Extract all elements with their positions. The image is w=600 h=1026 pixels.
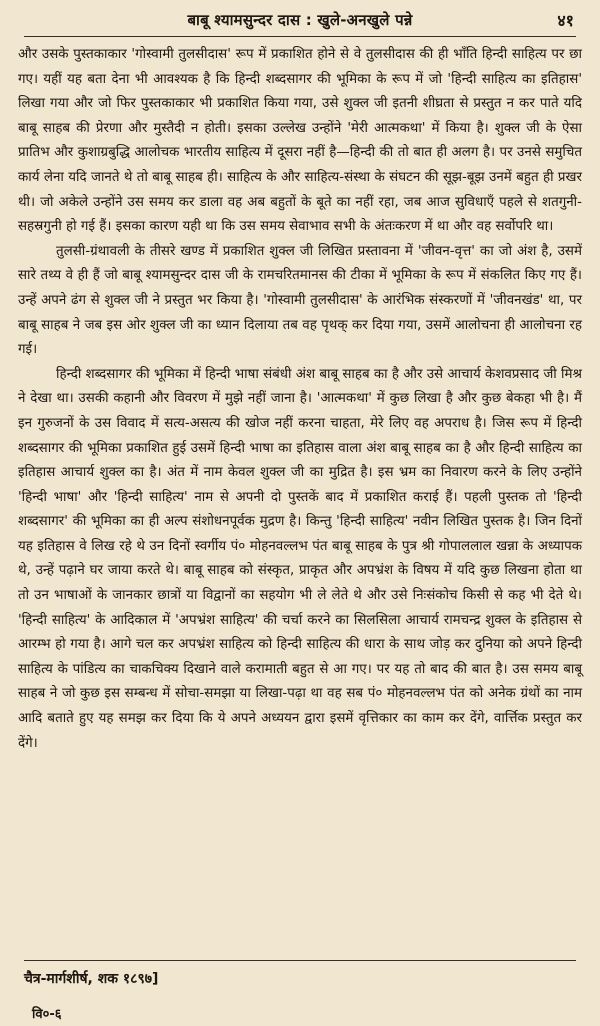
- page-header: [24, 6, 576, 37]
- paragraph: और उसके पुस्तकाकार 'गोस्वामी तुलसीदास' रूप में प्रकाशित होने से वे तुलसीदास की ही भाँति हिन्दी साहित्य पर छा गए। यहीं यह बता देना भी आवश्यक है कि हिन्दी शब्दसागर की भूमिका के रूप में जो 'हिन्दी साहित्य का इतिहास' लिखा गया और जो फिर पुस्तकाकार भी प्रकाशित किया गया, उसे शुक्ल जी इतनी शीघ्रता से प्रस्तुत न कर पाते यदि बाबू साहब की प्रेरणा और मुस्तैदी न होती। इसका उल्लेख उन्होंने 'मेरी आत्मकथा' में किया है। शुक्ल जी के ऐसा प्रातिभ और कुशाग्रबुद्धि आलोचक भारतीय साहित्य में दूसरा नहीं है—हिन्दी की तो बात ही अलग है। पर उनसे समुचित कार्य लेना यदि जानते थे तो बाबू साहब ही। साहित्य के और साहित्य-संस्था के संघटन की सूझ-बूझ उनमें बहुत ही प्रखर थी। जो अकेले उन्होंने उस समय कर डाला वह अब बहुतों के बूते का नहीं रहा, जब आज सुविधाएँ पहले से शतगुनी-सहस्रगुनी हो गई हैं। इसका कारण यही था कि उस समय सेवाभाव सभी के अंतःकरण में था और वह सर्वोपरि था।: [18, 47, 582, 235]
- running-head: बाबू श्यामसुन्दर दास : खुले-अनखुले पन्ने: [187, 11, 413, 29]
- issue-date-line: चैत्र-मार्गशीर्ष, शक १८९७]: [24, 971, 159, 987]
- printer-signature-mark: वि०-६: [32, 1007, 62, 1022]
- page-number: ४१: [557, 11, 574, 30]
- paragraph: हिन्दी शब्दसागर की भूमिका में हिन्दी भाषा संबंधी अंश बाबू साहब का है और उसे आचार्य केशवप्रसाद जी मिश्र ने देखा था। उसकी कहानी और विवरण में मुझे नहीं जाना है। 'आत्मकथा' में कुछ लिखा है और कुछ बेकहा भी है। मैं इन गुरुजनों के उस विवाद में सत्य-असत्य की खोज नहीं करना चाहता, मेरे लिए वह अपराध है। जिस रूप में हिन्दी शब्दसागर की भूमिका प्रकाशित हुई उसमें हिन्दी भाषा का इतिहास वाला अंश बाबू साहब का है और हिन्दी साहित्य का इतिहास आचार्य शुक्ल का है। अंत में नाम केवल शुक्ल जी का मुद्रित है। इस भ्रम का निवारण करने के लिए उन्होंने 'हिन्दी भाषा' और 'हिन्दी साहित्य' नाम से अपनी दो पुस्तकें बाद में प्रकाशित कराई हैं। पहली पुस्तक तो 'हिन्दी शब्दसागर' की भूमिका का ही अल्प संशोधनपूर्वक मुद्रण है। किन्तु 'हिन्दी साहित्य' नवीन लिखित पुस्तक है। जिन दिनों यह इतिहास वे लिख रहे थे उन दिनों स्वर्गीय पं० मोहनवल्लभ पंत बाबू साहब के पुत्र श्री गोपाललाल खन्ना के अध्यापक थे, उन्हें पढ़ाने घर जाया करते थे। बाबू साहब को संस्कृत, प्राकृत और अपभ्रंश के विषय में यदि कुछ लिखना होता था तो उन भाषाओं के जानकार छात्रों या विद्वानों का सहयोग भी ले लेते थे और उसे निःसंकोच किसी से कह भी देते थे। 'हिन्दी साहित्य' के आदिकाल में 'अपभ्रंश साहित्य' की चर्चा करने का सिलसिला आचार्य रामचन्द्र शुक्ल के इतिहास से आरम्भ हो गया है। आगे चल कर अपभ्रंश साहित्य को हिन्दी साहित्य की धारा के साथ जोड़ कर दुनिया को अपने हिन्दी साहित्य के पांडित्य का चाकचिक्य दिखाने वाले करामाती बहुत से आ गए। पर यह तो बाद की बात है। उस समय बाबू साहब ने जो कुछ इस सम्बन्ध में सोचा-समझा या लिखा-पढ़ा था वह सब पं० मोहनवल्लभ पंत को अनेक ग्रंथों का नाम आदि बताते हुए यह समझ कर दिया कि ये अपने अध्ययन द्वारा इसमें वृत्तिकार का काम कर देंगे, वार्त्तिक प्रस्तुत कर देंगे।: [18, 366, 582, 751]
- page-footer: [24, 960, 576, 988]
- paragraph: तुलसी-ग्रंथावली के तीसरे खण्ड में प्रकाशित शुक्ल जी लिखित प्रस्तावना में 'जीवन-वृत्त' का जो अंश है, उसमें सारे तथ्य वे ही हैं जो बाबू श्यामसुन्दर दास जी के रामचरितमानस की टीका में भूमिका के रूप में संकलित किए गए हैं। उन्हें अपने ढंग से शुक्ल जी ने प्रस्तुत भर किया है। 'गोस्वामी तुलसीदास' के आरंभिक संस्करणों में 'जीवनखंड' था, पर बाबू साहब ने जब इस ओर शुक्ल जी का ध्यान दिलाया तब वह पृथक् कर दिया गया, उसमें आलोचना ही आलोचना रह गई।: [18, 243, 582, 358]
- body-text: [18, 43, 582, 756]
